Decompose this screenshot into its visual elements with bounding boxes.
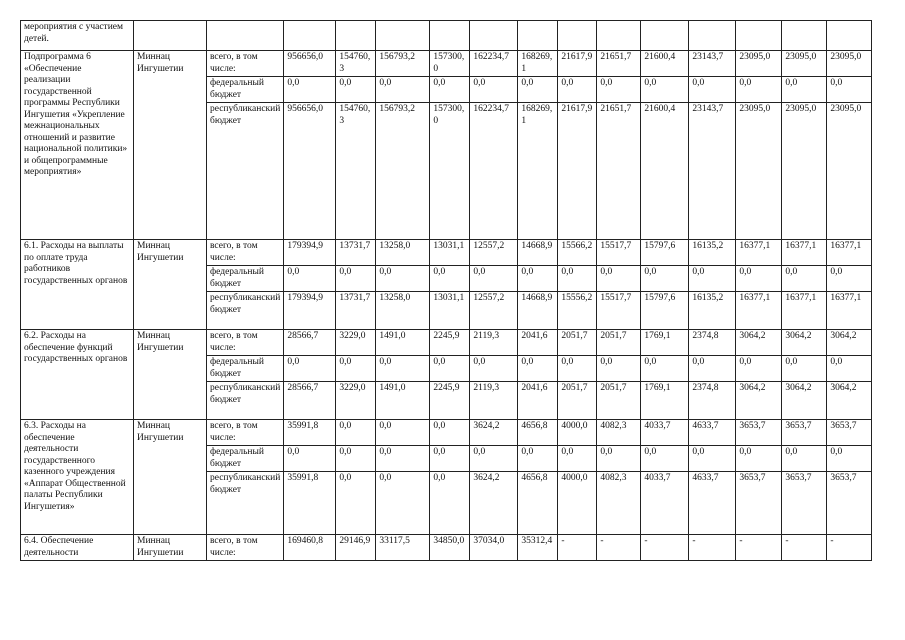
amount-cell: 16377,1 xyxy=(782,292,827,330)
amount-cell: 0,0 xyxy=(470,446,518,472)
amount-cell: 0,0 xyxy=(782,77,827,103)
amount-cell: 0,0 xyxy=(336,472,376,535)
amount-cell: 2051,7 xyxy=(597,382,641,420)
amount-cell: 0,0 xyxy=(430,446,470,472)
amount-cell: 29146,9 xyxy=(336,535,376,561)
amount-cell: 0,0 xyxy=(376,77,430,103)
amount-cell: 16135,2 xyxy=(689,292,736,330)
amount-cell: 4633,7 xyxy=(689,420,736,446)
funding-source-cell: всего, в том числе: xyxy=(207,535,284,561)
funding-source-cell: всего, в том числе: xyxy=(207,240,284,266)
amount-cell: 15797,6 xyxy=(641,292,689,330)
amount-cell: 1491,0 xyxy=(376,330,430,356)
empty-cell xyxy=(689,21,736,51)
amount-cell: 0,0 xyxy=(284,77,336,103)
amount-cell: 154760,3 xyxy=(336,51,376,77)
empty-cell xyxy=(284,21,336,51)
amount-cell: - xyxy=(827,535,872,561)
amount-cell: 4656,8 xyxy=(518,420,558,446)
table-row xyxy=(21,51,872,77)
amount-cell: 0,0 xyxy=(597,266,641,292)
empty-cell xyxy=(597,21,641,51)
amount-cell: 179394,9 xyxy=(284,240,336,266)
amount-cell: 0,0 xyxy=(430,420,470,446)
amount-cell: 21600,4 xyxy=(641,51,689,77)
funding-source-cell: всего, в том числе: xyxy=(207,330,284,356)
executor-cell: Миннац Ингушетии xyxy=(134,535,207,561)
amount-cell: 0,0 xyxy=(736,356,782,382)
amount-cell: 12557,2 xyxy=(470,292,518,330)
amount-cell: 0,0 xyxy=(376,446,430,472)
amount-cell: 0,0 xyxy=(827,77,872,103)
amount-cell: - xyxy=(736,535,782,561)
amount-cell: 0,0 xyxy=(827,266,872,292)
amount-cell: 4082,3 xyxy=(597,420,641,446)
amount-cell: 3653,7 xyxy=(827,420,872,446)
amount-cell: 3653,7 xyxy=(782,472,827,535)
amount-cell: 13731,7 xyxy=(336,292,376,330)
measure-name-cell: 6.3. Расходы на обеспечение деятельности государственного казенного учреждения «Аппарат Общественной палаты Республики Ингушетия» xyxy=(21,420,134,535)
amount-cell: 35991,8 xyxy=(284,472,336,535)
amount-cell: 3064,2 xyxy=(782,330,827,356)
amount-cell: 15566,2 xyxy=(558,240,597,266)
amount-cell: 0,0 xyxy=(430,472,470,535)
amount-cell: 2245,9 xyxy=(430,330,470,356)
funding-source-cell: всего, в том числе: xyxy=(207,51,284,77)
amount-cell: 1769,1 xyxy=(641,330,689,356)
amount-cell: 23095,0 xyxy=(782,51,827,77)
amount-cell: 2051,7 xyxy=(597,330,641,356)
amount-cell: 21617,9 xyxy=(558,51,597,77)
amount-cell: 16135,2 xyxy=(689,240,736,266)
amount-cell: 0,0 xyxy=(827,356,872,382)
amount-cell: 0,0 xyxy=(518,356,558,382)
amount-cell: 23095,0 xyxy=(736,103,782,240)
amount-cell: - xyxy=(641,535,689,561)
amount-cell: 2374,8 xyxy=(689,382,736,420)
amount-cell: 0,0 xyxy=(336,446,376,472)
amount-cell: 0,0 xyxy=(284,446,336,472)
amount-cell: 4633,7 xyxy=(689,472,736,535)
amount-cell: 154760,3 xyxy=(336,103,376,240)
amount-cell: 156793,2 xyxy=(376,103,430,240)
table-row xyxy=(21,535,872,561)
amount-cell: 13258,0 xyxy=(376,240,430,266)
amount-cell: 35991,8 xyxy=(284,420,336,446)
amount-cell: 14668,9 xyxy=(518,240,558,266)
amount-cell: 0,0 xyxy=(736,266,782,292)
empty-cell xyxy=(430,21,470,51)
amount-cell: 23095,0 xyxy=(827,51,872,77)
amount-cell: - xyxy=(782,535,827,561)
amount-cell: 3653,7 xyxy=(782,420,827,446)
amount-cell: 179394,9 xyxy=(284,292,336,330)
amount-cell: 3229,0 xyxy=(336,330,376,356)
amount-cell: 956656,0 xyxy=(284,103,336,240)
amount-cell: 37034,0 xyxy=(470,535,518,561)
amount-cell: 0,0 xyxy=(689,446,736,472)
amount-cell: 0,0 xyxy=(470,77,518,103)
amount-cell: 3064,2 xyxy=(827,330,872,356)
amount-cell: 28566,7 xyxy=(284,330,336,356)
amount-cell: 0,0 xyxy=(782,446,827,472)
amount-cell: 0,0 xyxy=(736,77,782,103)
amount-cell: 28566,7 xyxy=(284,382,336,420)
amount-cell: 956656,0 xyxy=(284,51,336,77)
amount-cell: 13031,1 xyxy=(430,292,470,330)
amount-cell: 23095,0 xyxy=(782,103,827,240)
table-row xyxy=(21,240,872,266)
amount-cell: - xyxy=(558,535,597,561)
amount-cell: 3653,7 xyxy=(827,472,872,535)
amount-cell: 0,0 xyxy=(376,356,430,382)
amount-cell: 2051,7 xyxy=(558,330,597,356)
amount-cell: 168269,1 xyxy=(518,51,558,77)
amount-cell: 2119,3 xyxy=(470,330,518,356)
amount-cell: 4000,0 xyxy=(558,472,597,535)
amount-cell: 0,0 xyxy=(336,420,376,446)
amount-cell: 16377,1 xyxy=(736,292,782,330)
amount-cell: 0,0 xyxy=(518,77,558,103)
measure-name-cell: 6.4. Обеспечение деятельности xyxy=(21,535,134,561)
amount-cell: 4033,7 xyxy=(641,472,689,535)
budget-table xyxy=(20,20,872,561)
empty-cell xyxy=(736,21,782,51)
empty-cell xyxy=(376,21,430,51)
amount-cell: 1769,1 xyxy=(641,382,689,420)
amount-cell: 0,0 xyxy=(827,446,872,472)
amount-cell: 0,0 xyxy=(336,266,376,292)
amount-cell: 35312,4 xyxy=(518,535,558,561)
amount-cell: 16377,1 xyxy=(782,240,827,266)
amount-cell: 169460,8 xyxy=(284,535,336,561)
amount-cell: 0,0 xyxy=(736,446,782,472)
amount-cell: 0,0 xyxy=(376,420,430,446)
amount-cell: 2041,6 xyxy=(518,330,558,356)
amount-cell: 0,0 xyxy=(597,356,641,382)
amount-cell: 0,0 xyxy=(376,266,430,292)
measure-name-cell: 6.1. Расходы на выплаты по оплате труда работников государственных органов xyxy=(21,240,134,330)
amount-cell: 2245,9 xyxy=(430,382,470,420)
amount-cell: 13258,0 xyxy=(376,292,430,330)
amount-cell: 0,0 xyxy=(430,77,470,103)
amount-cell: 21651,7 xyxy=(597,103,641,240)
amount-cell: 16377,1 xyxy=(827,240,872,266)
amount-cell: 4000,0 xyxy=(558,420,597,446)
funding-source-cell: федеральный бюджет xyxy=(207,356,284,382)
amount-cell: 16377,1 xyxy=(827,292,872,330)
executor-cell: Миннац Ингушетии xyxy=(134,51,207,240)
amount-cell: 2041,6 xyxy=(518,382,558,420)
table-row xyxy=(21,330,872,356)
amount-cell: 15797,6 xyxy=(641,240,689,266)
funding-source-cell: федеральный бюджет xyxy=(207,266,284,292)
amount-cell: 4082,3 xyxy=(597,472,641,535)
amount-cell: 34850,0 xyxy=(430,535,470,561)
funding-source-cell: республиканский бюджет xyxy=(207,472,284,535)
amount-cell: 3064,2 xyxy=(736,330,782,356)
measure-name-cell: 6.2. Расходы на обеспечение функций государственных органов xyxy=(21,330,134,420)
amount-cell: 0,0 xyxy=(470,266,518,292)
amount-cell: 0,0 xyxy=(782,266,827,292)
amount-cell: 23095,0 xyxy=(827,103,872,240)
empty-cell xyxy=(207,21,284,51)
amount-cell: 0,0 xyxy=(518,266,558,292)
amount-cell: 0,0 xyxy=(689,356,736,382)
funding-source-cell: федеральный бюджет xyxy=(207,446,284,472)
amount-cell: 4033,7 xyxy=(641,420,689,446)
funding-source-cell: всего, в том числе: xyxy=(207,420,284,446)
amount-cell: 2119,3 xyxy=(470,382,518,420)
amount-cell: 0,0 xyxy=(336,77,376,103)
amount-cell: 16377,1 xyxy=(736,240,782,266)
amount-cell: 168269,1 xyxy=(518,103,558,240)
empty-cell xyxy=(827,21,872,51)
amount-cell: 21617,9 xyxy=(558,103,597,240)
amount-cell: 0,0 xyxy=(689,77,736,103)
executor-cell: Миннац Ингушетии xyxy=(134,420,207,535)
measure-name-cell: Подпрограмма 6 «Обеспечение реализации государственной программы Республики Ингушетия «Укрепление межнациональных отношений и развитие национальной политики» и общепрограммные мероприятия» xyxy=(21,51,134,240)
amount-cell: 1491,0 xyxy=(376,382,430,420)
amount-cell: 33117,5 xyxy=(376,535,430,561)
amount-cell: 162234,7 xyxy=(470,103,518,240)
empty-cell xyxy=(782,21,827,51)
amount-cell: 2374,8 xyxy=(689,330,736,356)
amount-cell: 3064,2 xyxy=(736,382,782,420)
amount-cell: 21600,4 xyxy=(641,103,689,240)
amount-cell: 0,0 xyxy=(284,356,336,382)
amount-cell: 0,0 xyxy=(430,356,470,382)
empty-cell xyxy=(134,21,207,51)
executor-cell: Миннац Ингушетии xyxy=(134,330,207,420)
amount-cell: 0,0 xyxy=(518,446,558,472)
amount-cell: 14668,9 xyxy=(518,292,558,330)
amount-cell: 0,0 xyxy=(558,356,597,382)
amount-cell: 0,0 xyxy=(470,356,518,382)
amount-cell: 0,0 xyxy=(597,77,641,103)
amount-cell: 13731,7 xyxy=(336,240,376,266)
amount-cell: 23143,7 xyxy=(689,103,736,240)
amount-cell: 3064,2 xyxy=(782,382,827,420)
amount-cell: 0,0 xyxy=(430,266,470,292)
amount-cell: 0,0 xyxy=(284,266,336,292)
amount-cell: 157300,0 xyxy=(430,103,470,240)
amount-cell: 4656,8 xyxy=(518,472,558,535)
amount-cell: 15556,2 xyxy=(558,292,597,330)
amount-cell: 0,0 xyxy=(641,356,689,382)
amount-cell: 0,0 xyxy=(558,77,597,103)
amount-cell: 0,0 xyxy=(558,266,597,292)
amount-cell: 0,0 xyxy=(597,446,641,472)
amount-cell: 157300,0 xyxy=(430,51,470,77)
funding-source-cell: республиканский бюджет xyxy=(207,103,284,240)
amount-cell: 3624,2 xyxy=(470,472,518,535)
amount-cell: 0,0 xyxy=(782,356,827,382)
amount-cell: 3653,7 xyxy=(736,420,782,446)
amount-cell: 0,0 xyxy=(558,446,597,472)
amount-cell: 0,0 xyxy=(641,446,689,472)
amount-cell: - xyxy=(689,535,736,561)
funding-source-cell: республиканский бюджет xyxy=(207,292,284,330)
empty-cell xyxy=(518,21,558,51)
amount-cell: 21651,7 xyxy=(597,51,641,77)
amount-cell: 15517,7 xyxy=(597,292,641,330)
amount-cell: - xyxy=(597,535,641,561)
amount-cell: 0,0 xyxy=(376,472,430,535)
empty-cell xyxy=(641,21,689,51)
amount-cell: 162234,7 xyxy=(470,51,518,77)
amount-cell: 12557,2 xyxy=(470,240,518,266)
table-row xyxy=(21,420,872,446)
table-row xyxy=(21,21,872,51)
amount-cell: 23143,7 xyxy=(689,51,736,77)
amount-cell: 0,0 xyxy=(689,266,736,292)
amount-cell: 23095,0 xyxy=(736,51,782,77)
amount-cell: 156793,2 xyxy=(376,51,430,77)
budget-table-page xyxy=(20,20,872,561)
amount-cell: 3653,7 xyxy=(736,472,782,535)
amount-cell: 3064,2 xyxy=(827,382,872,420)
amount-cell: 13031,1 xyxy=(430,240,470,266)
amount-cell: 15517,7 xyxy=(597,240,641,266)
amount-cell: 3624,2 xyxy=(470,420,518,446)
amount-cell: 3229,0 xyxy=(336,382,376,420)
funding-source-cell: федеральный бюджет xyxy=(207,77,284,103)
amount-cell: 2051,7 xyxy=(558,382,597,420)
empty-cell xyxy=(470,21,518,51)
executor-cell: Миннац Ингушетии xyxy=(134,240,207,330)
funding-source-cell: республиканский бюджет xyxy=(207,382,284,420)
amount-cell: 0,0 xyxy=(641,266,689,292)
empty-cell xyxy=(336,21,376,51)
amount-cell: 0,0 xyxy=(336,356,376,382)
measure-name-cell: мероприятия с участием детей. xyxy=(21,21,134,51)
empty-cell xyxy=(558,21,597,51)
amount-cell: 0,0 xyxy=(641,77,689,103)
